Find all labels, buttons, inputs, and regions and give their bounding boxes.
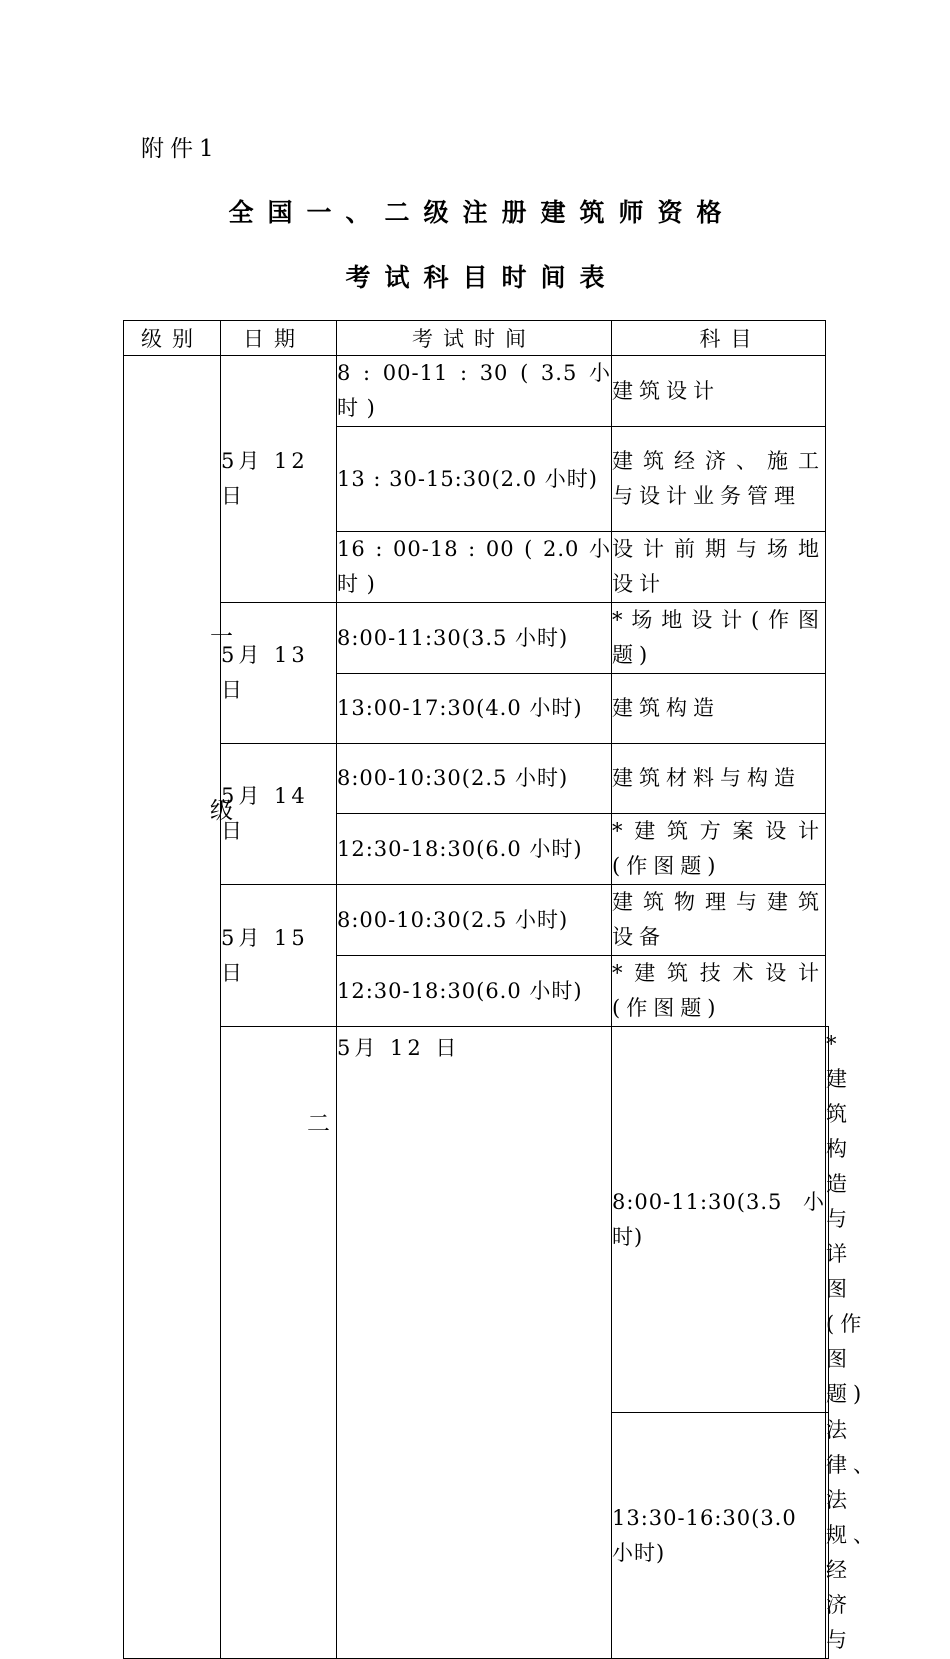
date-cell: 5月 12 日	[221, 356, 337, 603]
table-row	[124, 356, 829, 427]
date-cell: 5月 15 日	[221, 885, 337, 1027]
header-row	[124, 321, 829, 356]
subject-cell: *建筑方案设计(作图题)	[612, 814, 826, 885]
date-cell: 5月 13 日	[221, 603, 337, 744]
time-cell: 12:30-18:30(6.0 小时)	[337, 814, 612, 885]
annex-label: 附件1	[141, 136, 220, 162]
time-cell: 13:00-17:30(4.0 小时)	[337, 674, 612, 744]
subject-cell: 建筑构造	[612, 674, 826, 744]
subject-cell: *建筑构造与详图(作图题)	[826, 1027, 829, 1413]
exam-schedule-table	[123, 320, 880, 1659]
page-subtitle: 考试科目时间表	[345, 263, 619, 292]
level-one-char2: 级	[210, 798, 233, 824]
subject-cell: 建筑物理与建筑设备	[612, 885, 826, 956]
level-one-char1: 一	[210, 624, 233, 650]
time-cell: 8:00-10:30(2.5 小时)	[337, 885, 612, 956]
subject-cell: 设计前期与场地设计	[612, 532, 826, 603]
subject-cell: *场地设计(作图题)	[612, 603, 826, 674]
time-cell: 12:30-18:30(6.0 小时)	[337, 956, 612, 1027]
level-two-char1: 二	[307, 1111, 330, 1137]
time-cell: 16 : 00-18 : 00 ( 2.0 小 时 )	[337, 532, 612, 603]
subject-cell: 建筑经济、施工与设计业务管理	[612, 427, 826, 532]
level-one-cell	[124, 356, 233, 1659]
page-title: 全国一、二级注册建筑师资格	[228, 198, 736, 227]
time-cell: 8:00-11:30(3.5 小时)	[337, 603, 612, 674]
time-cell: 8:00-11:30(3.5 小时)	[612, 1027, 826, 1413]
subject-cell: 建筑材料与构造	[612, 744, 826, 814]
level-two-cell	[221, 1027, 337, 1659]
table-row	[124, 885, 829, 956]
header-level: 级别	[124, 321, 221, 356]
header-subject: 科目	[612, 321, 826, 356]
time-cell: 8:00-10:30(2.5 小时)	[337, 744, 612, 814]
header-time: 考试时间	[337, 321, 612, 356]
subject-cell: 建筑设计	[612, 356, 826, 427]
table-row	[124, 1027, 829, 1413]
header-date: 日期	[221, 321, 337, 356]
subject-cell: *建筑技术设计(作图题)	[612, 956, 826, 1027]
date-cell: 5月 12 日	[337, 1027, 612, 1659]
time-cell: 13 : 30-15:30(2.0 小时)	[337, 427, 612, 532]
time-cell: 13:30-16:30(3.0 小时)	[612, 1413, 826, 1659]
time-cell: 8 : 00-11 : 30 ( 3.5 小 时 )	[337, 356, 612, 427]
date-cell: 5月 14 日	[221, 744, 337, 885]
subject-cell: 法律、法规、经济与	[826, 1413, 829, 1659]
